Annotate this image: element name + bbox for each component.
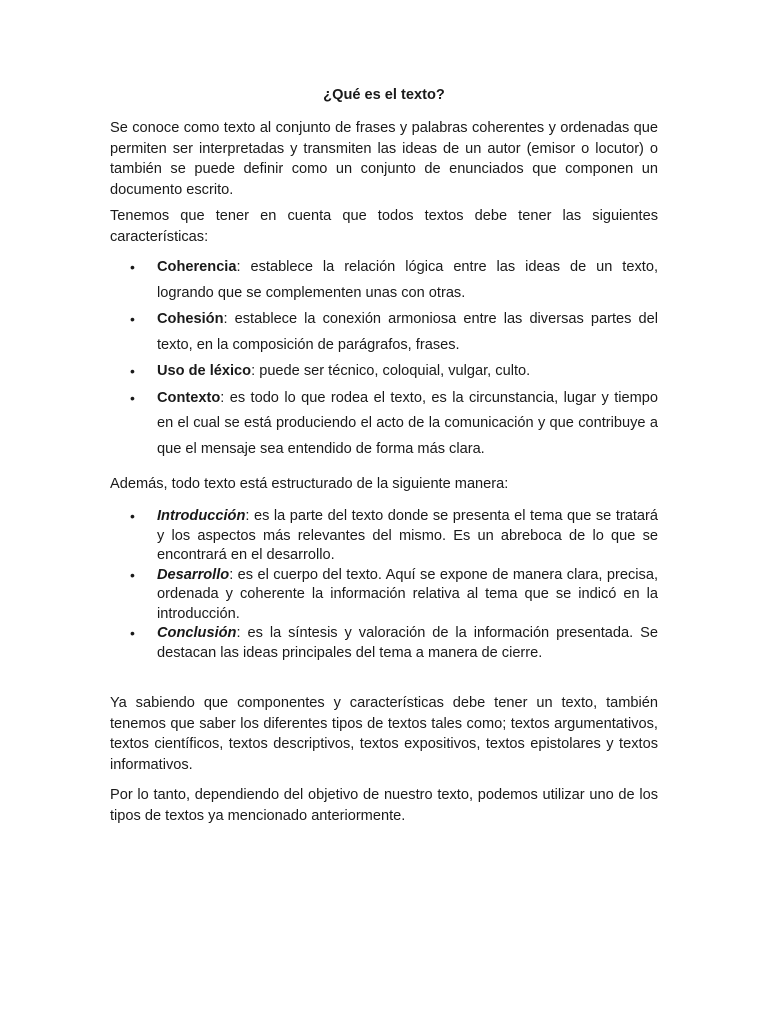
bullet-icon: • xyxy=(130,389,135,406)
list-item-term: Cohesión xyxy=(157,311,224,327)
intro-paragraph: Se conoce como texto al conjunto de frases y palabras coherentes y ordenadas que permiten ser interpretadas y transmiten las ideas de un autor (emisor o locutor) o también se puede definir como un conjunto de enunciados que componen un documento escrito. xyxy=(110,120,658,198)
list-item-desc: : establece la relación lógica entre las ideas de un texto, logrando que se complementen unas con otras. xyxy=(157,259,658,301)
list-item-term: Coherencia xyxy=(157,259,237,275)
list-item-desc: : es la síntesis y valoración de la información presentada. Se destacan las ideas principales del tema a manera de cierre. xyxy=(157,625,658,661)
list-item-term: Contexto xyxy=(157,389,221,406)
page-title: ¿Qué es el texto? xyxy=(323,87,445,103)
list-item xyxy=(110,359,658,385)
list-item-term: Uso de léxico xyxy=(157,363,252,379)
structure-intro: Además, todo texto está estructurado de la siguiente manera: xyxy=(110,476,509,492)
list-item-term: Desarrollo xyxy=(157,566,230,583)
list-item xyxy=(110,507,658,566)
list-item xyxy=(110,624,658,663)
closing-paragraph: Por lo tanto, dependiendo del objetivo de nuestro texto, podemos utilizar uno de los tipos de textos ya mencionado anteriormente. xyxy=(110,787,658,824)
bullet-icon: • xyxy=(130,625,135,641)
bullet-icon: • xyxy=(130,566,135,583)
list-item xyxy=(110,566,658,625)
list-item xyxy=(110,386,658,463)
bullet-icon: • xyxy=(130,259,135,275)
list-item-term: Introducción xyxy=(157,508,246,524)
bullet-icon: • xyxy=(130,311,135,327)
bullet-icon: • xyxy=(130,363,135,379)
characteristics-intro: Tenemos que tener en cuenta que todos textos debe tener las siguientes características: xyxy=(110,208,658,245)
list-item-desc: : puede ser técnico, coloquial, vulgar, culto. xyxy=(251,363,531,379)
bullet-icon: • xyxy=(130,508,135,524)
list-item-desc: : es la parte del texto donde se presenta el tema que se tratará y los aspectos más relevantes del mismo. Es un abreboca de lo que se encontrará en el desarrollo. xyxy=(157,508,658,563)
list-item xyxy=(110,255,658,306)
list-item-desc: : es el cuerpo del texto. Aquí se expone de manera clara, precisa, ordenada y coherente la información relativa al tema que se indicó en la introducción. xyxy=(157,566,658,622)
types-paragraph: Ya sabiendo que componentes y características debe tener un texto, también tenemos que saber los diferentes tipos de textos tales como; textos argumentativos, textos científicos, textos descriptivos, textos expositivos, textos epistolares y textos informativos. xyxy=(110,695,658,773)
list-item-desc: : es todo lo que rodea el texto, es la circunstancia, lugar y tiempo en el cual se está produciendo el acto de la comunicación y que contribuye a que el mensaje sea entendido de forma más clara. xyxy=(157,389,658,457)
list-item xyxy=(110,307,658,358)
structure-list xyxy=(110,507,658,663)
list-item-term: Conclusión xyxy=(157,625,237,641)
list-item-desc: : establece la conexión armoniosa entre las diversas partes del texto, en la composición de parágrafos, frases. xyxy=(157,311,658,353)
characteristics-list xyxy=(110,255,658,463)
